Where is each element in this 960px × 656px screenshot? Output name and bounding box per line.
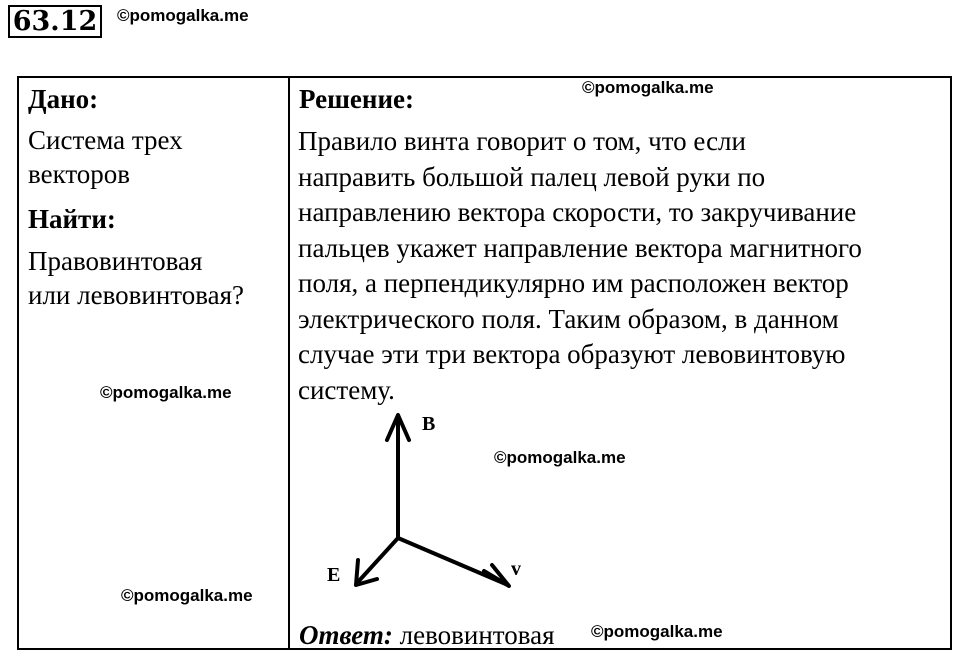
solution-line: поля, а перпендикулярно им расположен вектор <box>298 268 849 298</box>
watermark: ©pomogalka.me <box>121 586 253 605</box>
watermark: ©pomogalka.me <box>582 78 714 97</box>
watermark: ©pomogalka.me <box>100 383 232 402</box>
solution-heading: Решение: <box>299 84 414 114</box>
given-line: Система трех <box>28 125 183 155</box>
solution-line: электрического поля. Таким образом, в данном <box>298 303 839 334</box>
problem-number: 63.12 <box>8 5 102 38</box>
given-heading: Дано: <box>28 84 99 114</box>
find-line: или левовинтовая? <box>28 280 245 310</box>
answer-value: левовинтовая <box>399 620 555 650</box>
find-line: Правовинтовая <box>28 246 203 276</box>
solution-line: случае эти три вектора образуют левовинтовую <box>298 339 846 369</box>
find-heading: Найти: <box>28 204 116 234</box>
answer <box>299 618 555 652</box>
watermark: ©pomogalka.me <box>591 622 723 641</box>
solution-line: систему. <box>298 374 395 405</box>
vector-e-arrow <box>357 538 398 583</box>
solution-text <box>298 124 862 408</box>
vector-b-label: B <box>422 413 436 435</box>
column-divider <box>288 76 290 650</box>
vector-v-arrow <box>398 538 508 585</box>
given-line: векторов <box>28 159 131 189</box>
solution-line: направить большой палец левой руки по <box>298 161 766 192</box>
vector-diagram <box>327 405 540 595</box>
solution-line: Правило винта говорит о том, что если <box>298 126 746 156</box>
watermark: ©pomogalka.me <box>494 448 626 467</box>
solution-line: направлению вектора скорости, то закручивание <box>298 197 857 227</box>
solution-line: пальцев укажет направление вектора магнитного <box>298 232 862 263</box>
vector-e-label: E <box>327 564 341 586</box>
answer-label: Ответ: <box>299 620 393 650</box>
watermark: ©pomogalka.me <box>117 6 249 25</box>
vector-v-label: v <box>511 558 521 580</box>
